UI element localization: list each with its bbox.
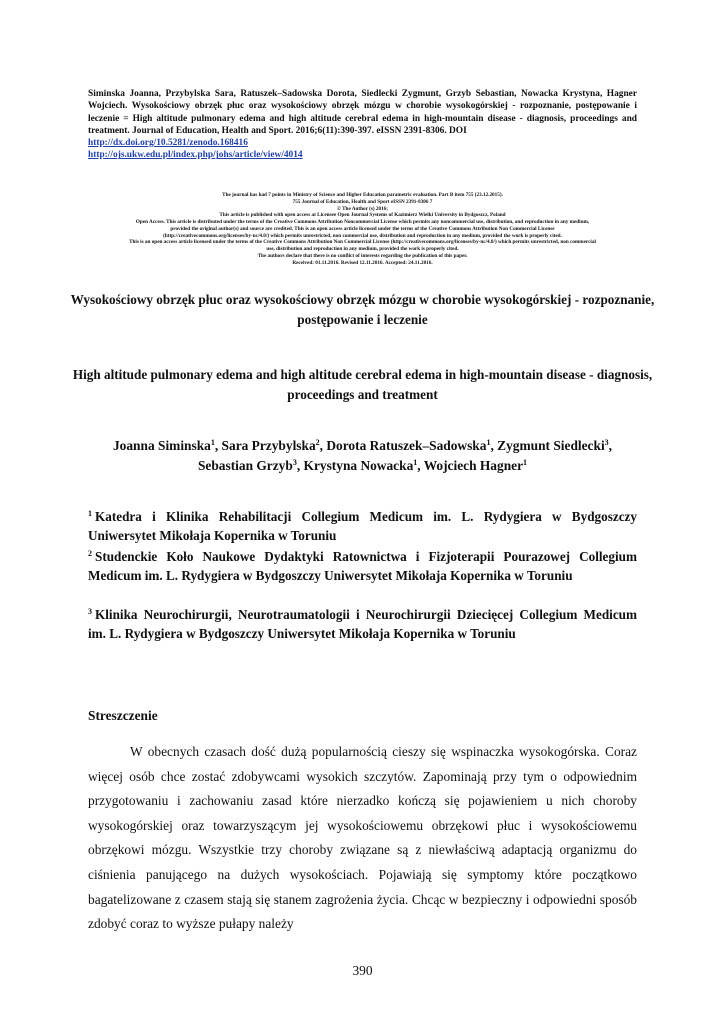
author: Joanna Siminska$^1$,	[112, 438, 222, 453]
note-line: The journal has had 7 points in Ministry of Science and Higher Education parametric evaluation. Part B item 755 (23.12.2015).	[222, 192, 503, 198]
affiliation-text: Katedra i Klinika Rehabilitacji Collegium Medicum im. L. Rydygiera w Bydgoszczy Uniwersytet Mikołaja Kopernika w Toruniu	[88, 509, 637, 543]
affiliation-text: Klinika Neurochirurgii, Neurotraumatologii i Neurochirurgii Dziecięcej Collegium Medicum im. L. Rydygiera w Bydgoszczy Uniwersytet Mikołaja Kopernika w Toruniu	[88, 607, 637, 641]
section-heading: Streszczenie	[88, 708, 158, 723]
author-list	[60, 436, 665, 476]
affiliation-number: 3	[88, 607, 92, 616]
title-english: High altitude pulmonary edema and high altitude cerebral edema in high-mountain disease - diagnosis, proceedings and treatment	[72, 367, 653, 402]
note-line: provided the original author(s) and source are credited. This is an open access article licensed under the terms of the Creative Commons Attribution Non Commercial License	[170, 225, 555, 232]
page-number: 390	[352, 963, 373, 978]
article-link[interactable]: http://ojs.ukw.edu.pl/index.php/johs/article/view/4014	[88, 150, 303, 161]
note-line: 755 Journal of Education, Health and Sport eISSN 2391-8306 7	[292, 198, 433, 205]
citation-text: Siminska Joanna, Przybylska Sara, Ratuszek–Sadowska Dorota, Siedlecki Zygmunt, Grzyb Sebastian, Nowacka Krystyna, Hagner Wojciech. Wysokościowy obrzęk płuc oraz wysokościowy obrzęk mózgu w chorobie wysokogórskiej - rozpoznanie, postępowanie i leczenie = High altitude pulmonary edema and high altitude cerebral edema in high-mountain disease - diagnosis, proceedings and treatment. Journal of Education, Health and Sport. 2016;6(11):390-397. eISSN 2391-8306. DOI	[88, 89, 637, 136]
author: Sebastian Grzyb$^3$,	[197, 458, 304, 473]
affiliation-number: 1	[88, 509, 92, 518]
note-line: This article is published with open access at Licensee Open Journal Systems of Kazimierz Wielki University in Bydgoszcz, Poland	[219, 212, 506, 219]
abstract-paragraph: W obecnych czasach dość dużą popularnością cieszy się wspinaczka wysokogórska. Coraz więcej osób chce zostać zdobywcami wysokich szczytów. Zapominają przy tym o odpowiednim przygotowaniu i zachowaniu zasad które nierzadko kończą się pojawieniem u nich choroby wysokogórskiej oraz towarzyszącym jej wysokościowemu obrzękowi płuc i wysokościowemu obrzękowi mózgu. Wszystkie trzy choroby związane są z niewłaściwą adaptacją organizmu do ciśnienia panującego na dużych wysokościach. Pojawiają się symptomy które początkowo bagatelizowane z czasem stają się stanem zagrożenia życia. Chcąc w bezpieczny i odpowiedni sposób zdobyć coraz to wyższe pułapy należy	[88, 744, 637, 932]
affiliation-number: 2	[88, 549, 92, 558]
note-line: © The Author (s) 2016;	[337, 205, 388, 212]
author: Sara Przybylska$^2$,	[221, 438, 327, 453]
affiliation-1	[88, 508, 637, 545]
title-polish: Wysokościowy obrzęk płuc oraz wysokościowy obrzęk mózgu w chorobie wysokogórskiej - rozpoznanie, postępowanie i leczenie	[70, 292, 655, 327]
affiliation-text: Studenckie Koło Naukowe Dydaktyki Ratownictwa i Fizjoterapii Pourazowej Collegium Medicum im. L. Rydygiera w Bydgoszczy Uniwersytet Mikołaja Kopernika w Toruniu	[88, 549, 637, 583]
note-line: The authors declare that there is no conflict of interests regarding the publication of this paper.	[257, 252, 468, 259]
author: Dorota Ratuszek–Sadowska$^1$,	[326, 438, 498, 453]
affiliation-3	[88, 606, 637, 643]
doi-link[interactable]: http://dx.doi.org/10.5281/zenodo.168416	[88, 138, 248, 149]
note-line: This is an open access article licensed under the terms of the Creative Commons Attribution Non Commercial License (http://creativecommons.org/licenses/by-nc/4.0/) which permits unrestricted, non commercial	[129, 239, 596, 246]
journal-license-note	[60, 192, 665, 266]
author: Wojciech Hagner$^1$	[423, 458, 528, 473]
note-line: Open Access. This article is distributed under the terms of the Creative Commons Attribution Noncommercial License which permits any noncommercial use, distribution, and reproduction in any medium,	[135, 219, 590, 225]
citation-block	[88, 88, 637, 162]
note-line: Received: 01.11.2016. Revised 12.11.2016. Accepted: 24.11.2016.	[292, 259, 433, 266]
author: Zygmunt Siedlecki$^3$,	[497, 438, 613, 453]
author: Krystyna Nowacka$^1$,	[303, 458, 424, 473]
affiliation-2	[88, 548, 637, 585]
note-line: use, distribution and reproduction in any medium, provided the work is properly cited.	[266, 246, 459, 252]
note-line: (http://creativecommons.org/licenses/by-nc/4.0/) which permits unrestricted, non commercial use, distribution and reproduction in any medium, provided the work is properly cited.	[163, 232, 562, 239]
